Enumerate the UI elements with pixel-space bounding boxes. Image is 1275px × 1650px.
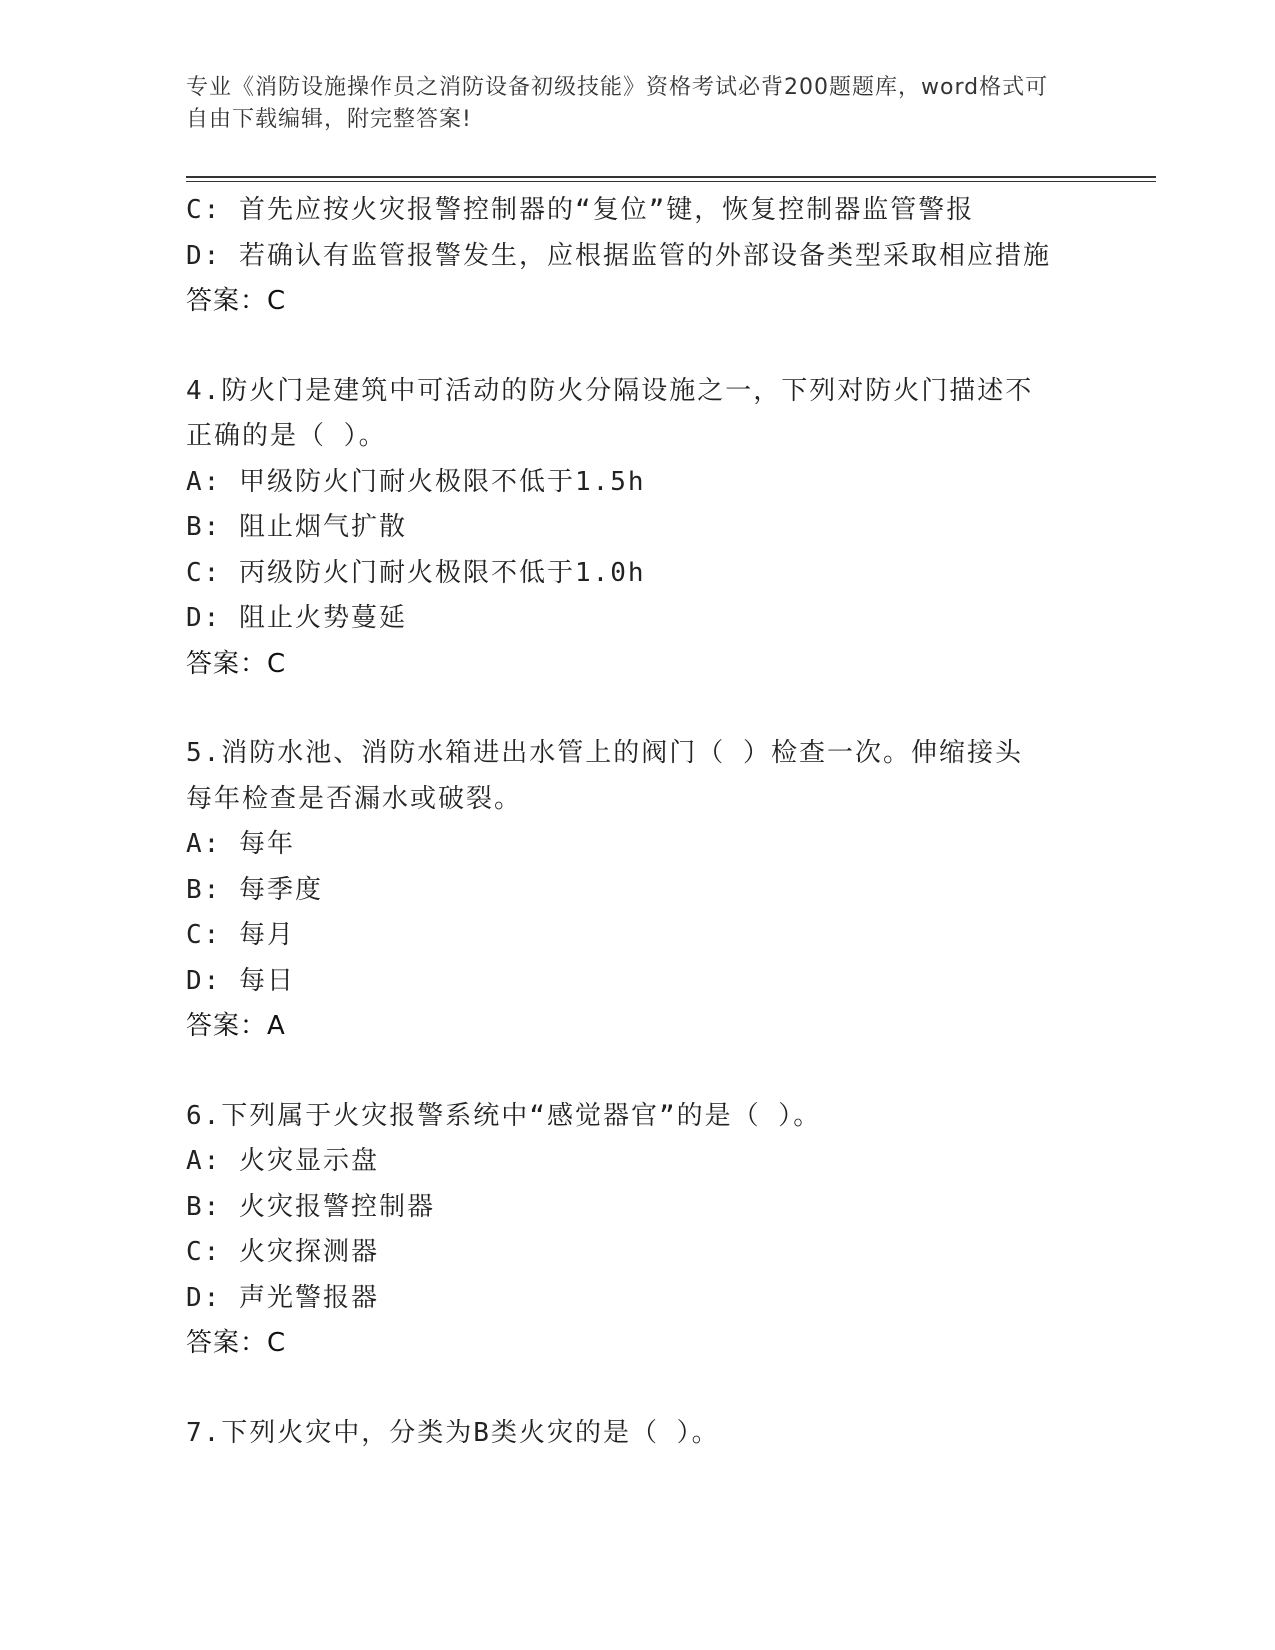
question-6 (186, 1094, 1086, 1367)
option-text: 声光警报器 (238, 1282, 379, 1313)
option-label: D: (186, 965, 222, 996)
spacer (186, 1050, 1086, 1094)
option-label: C: (186, 195, 222, 225)
option-text: 火灾显示盘 (238, 1146, 379, 1176)
header-divider-thick (186, 176, 1156, 178)
option-label: D: (186, 240, 222, 271)
option-text: 每月 (238, 920, 295, 950)
option-text: 火灾探测器 (238, 1237, 379, 1267)
option-text: 阻止烟气扩散 (238, 512, 407, 542)
question-stem: 5.消防水池、消防水箱进出水管上的阀门（ ）检查一次。伸缩接头 (186, 738, 1023, 768)
option-label: B: (186, 512, 222, 542)
spacer (186, 1367, 1086, 1411)
question-7 (186, 1411, 1086, 1457)
option-label: D: (186, 1282, 222, 1313)
question-stem: 6.下列属于火灾报警系统中“感觉器官”的是（ ）。 (186, 1100, 822, 1131)
spacer (186, 687, 1086, 731)
option-text: 首先应按火灾报警控制器的“复位”键，恢复控制器监管警报 (238, 195, 975, 225)
option-text: 阻止火势蔓延 (238, 603, 407, 633)
option-text: 丙级防火门耐火极限不低于1.0h (238, 557, 646, 588)
option-label: A: (186, 1146, 222, 1176)
answer-line: 答案：C (186, 1328, 287, 1358)
option-a (186, 1139, 1086, 1185)
option-c (186, 913, 1086, 959)
option-label: C: (186, 1237, 222, 1267)
answer-line: 答案：C (186, 648, 287, 679)
option-label: C: (186, 557, 222, 588)
question-3-continued (186, 188, 1086, 325)
option-label: B: (186, 874, 222, 905)
option-b (186, 1185, 1086, 1231)
option-text: 甲级防火门耐火极限不低于1.5h (238, 466, 646, 497)
option-text: 火灾报警控制器 (238, 1191, 435, 1222)
option-label: A: (186, 466, 222, 497)
option-c (186, 188, 1086, 234)
option-label: B: (186, 1191, 222, 1222)
question-stem: 7.下列火灾中，分类为B类火灾的是（ ）。 (186, 1417, 720, 1448)
option-text: 每年 (238, 829, 295, 859)
option-text: 每季度 (238, 874, 323, 905)
option-d (186, 959, 1086, 1005)
option-d (186, 596, 1086, 642)
question-stem: 4.防火门是建筑中可活动的防火分隔设施之一，下列对防火门描述不 (186, 375, 1034, 406)
option-b (186, 868, 1086, 914)
question-stem: 正确的是（ ）。 (186, 421, 387, 451)
option-label: D: (186, 603, 222, 633)
option-b (186, 505, 1086, 551)
option-label: C: (186, 920, 222, 950)
option-text: 每日 (238, 965, 295, 996)
header-divider-thin (186, 181, 1156, 182)
question-stem: 每年检查是否漏水或破裂。 (186, 783, 523, 814)
option-d (186, 1276, 1086, 1322)
question-4 (186, 369, 1086, 688)
option-d (186, 234, 1086, 280)
option-a (186, 460, 1086, 506)
answer-line: 答案：C (186, 286, 287, 316)
document-header-title: 专业《消防设施操作员之消防设备初级技能》资格考试必背200题题库，word格式可自由下载编辑，附完整答案! (186, 75, 1049, 132)
option-a (186, 822, 1086, 868)
answer-line: 答案：A (186, 1011, 286, 1041)
option-text: 若确认有监管报警发生，应根据监管的外部设备类型采取相应措施 (238, 240, 1051, 271)
option-c (186, 1230, 1086, 1276)
question-5 (186, 731, 1086, 1050)
question-list (186, 188, 1086, 1456)
spacer (186, 325, 1086, 369)
option-c (186, 551, 1086, 597)
option-label: A: (186, 829, 222, 859)
